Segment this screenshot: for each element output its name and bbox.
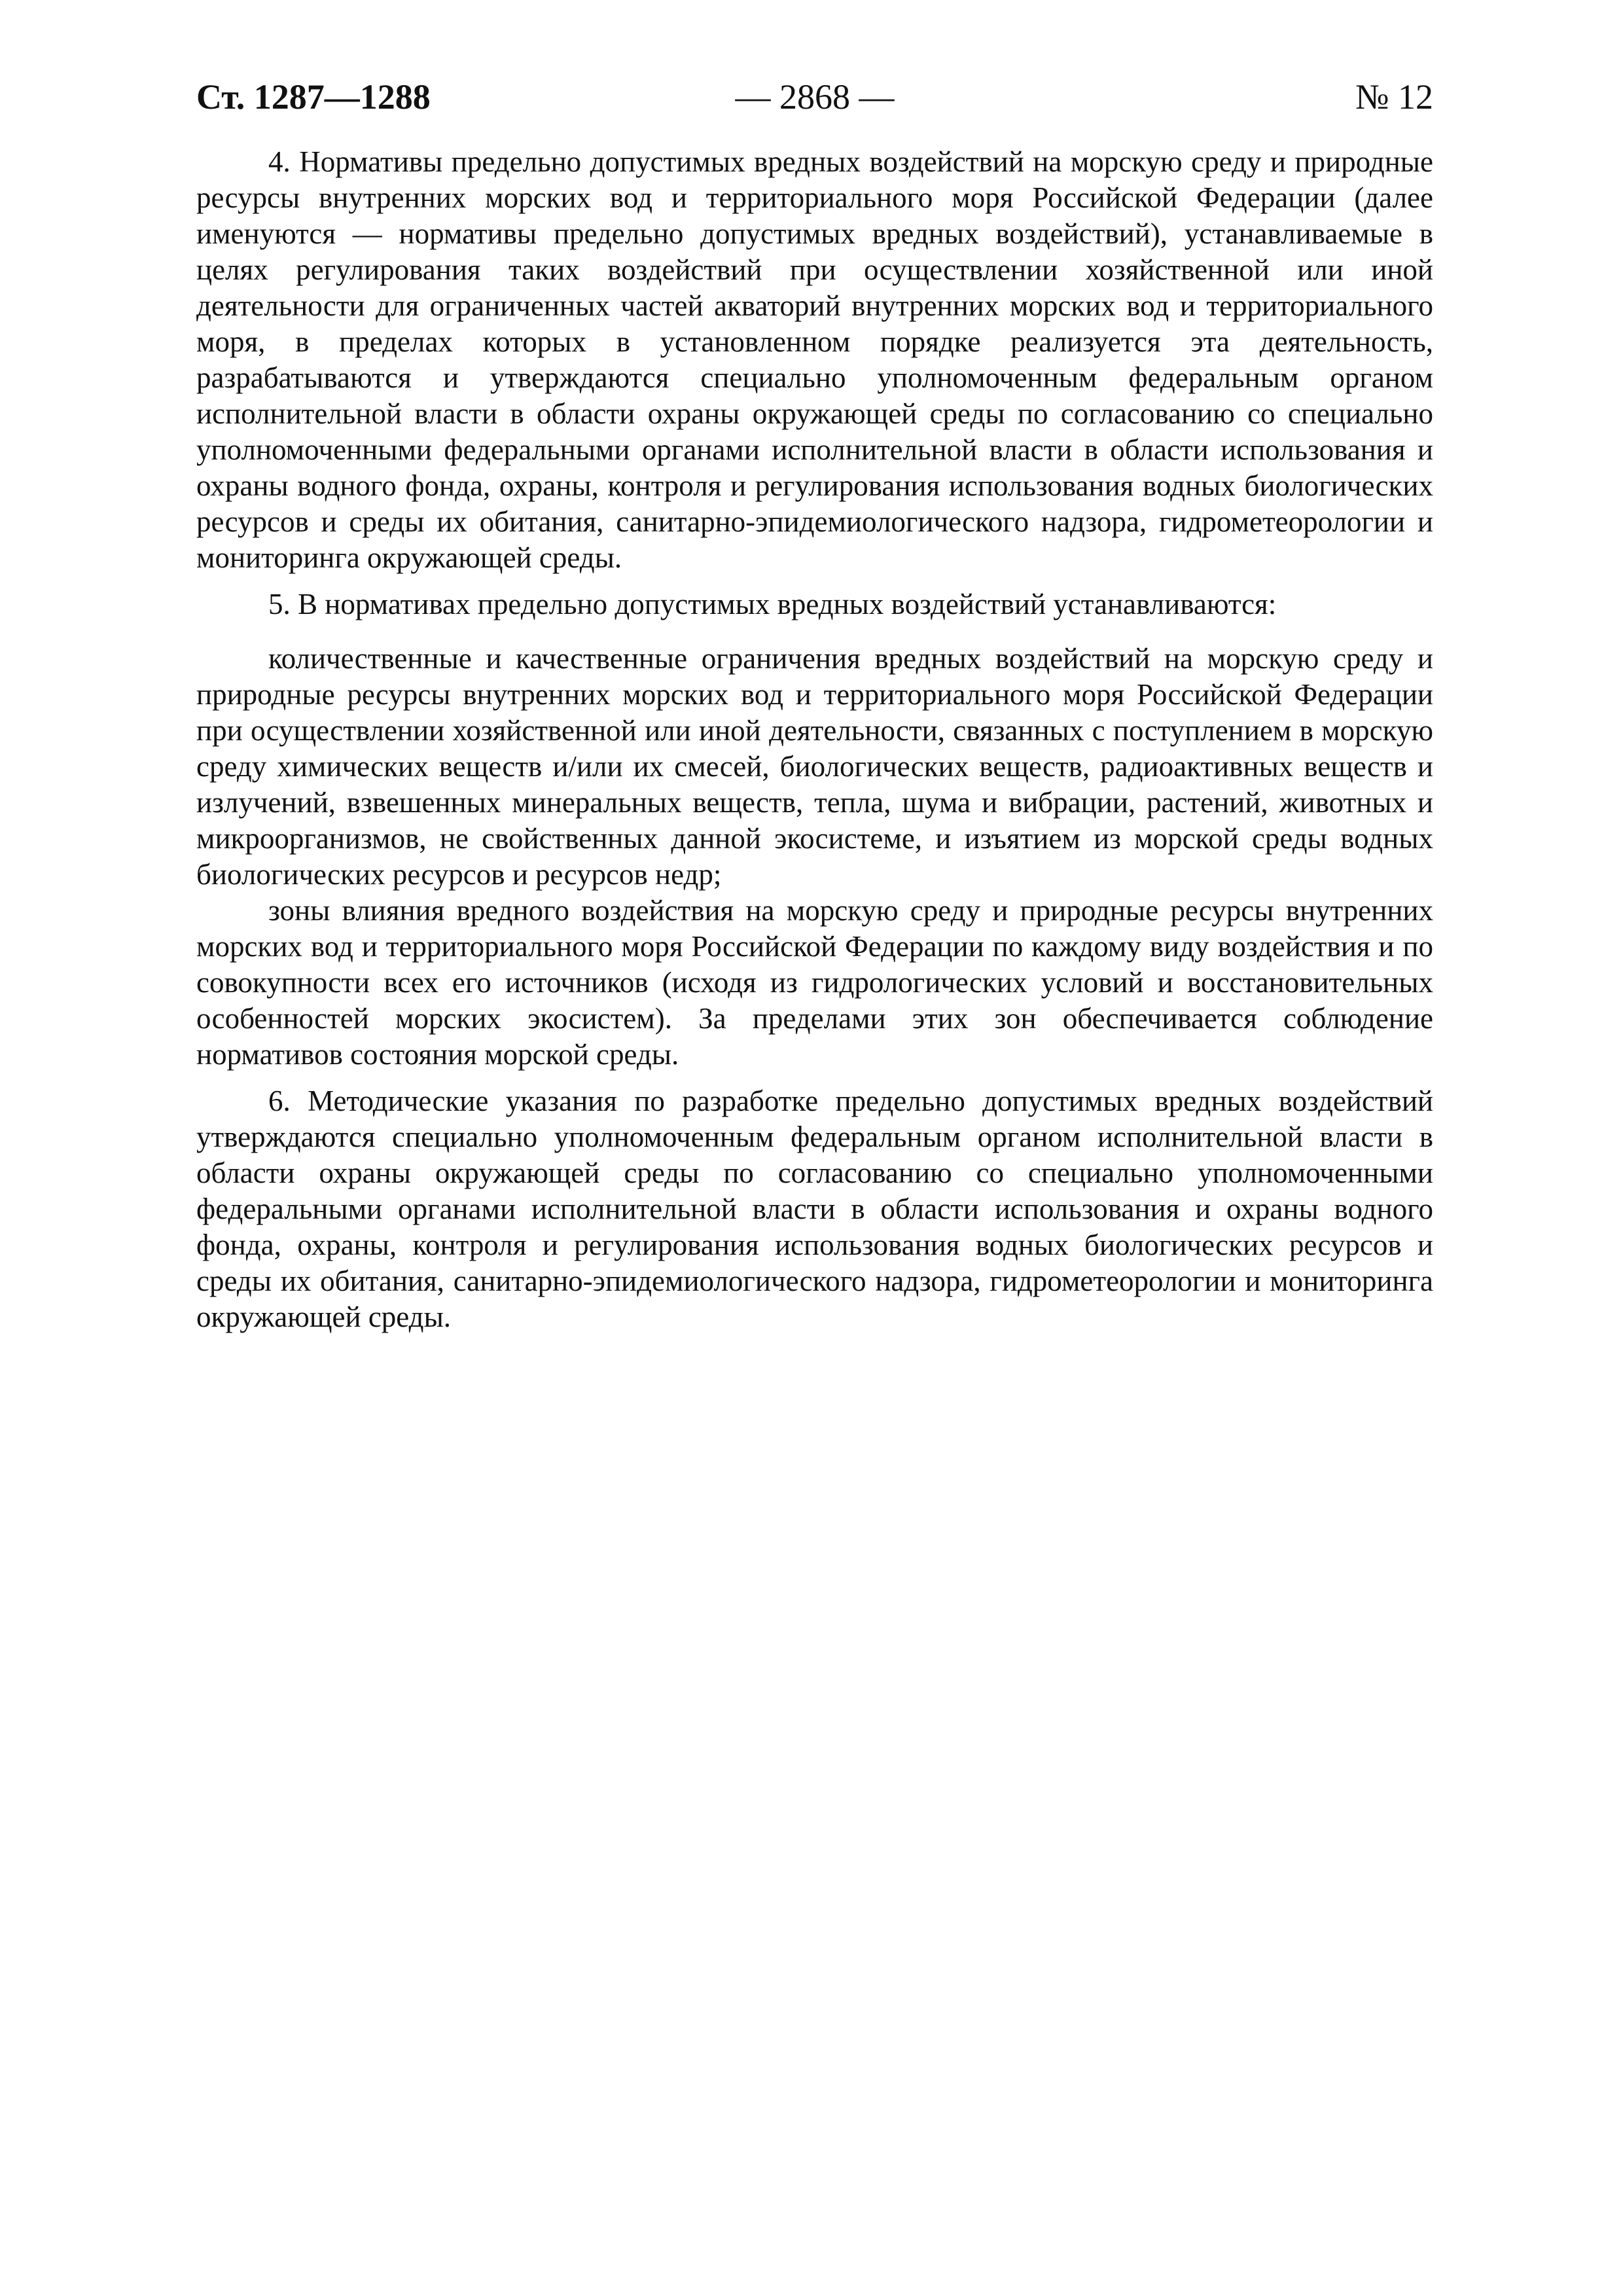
paragraph-6: 6. Методические указания по разработке предельно допустимых вредных воздействий утверждаются специально уполномоченным федеральным органом исполнительной власти в области охраны окружающей среды по согласованию со специально уполномоченными федеральными органами исполнительной власти в области использования и охраны водного фонда, охраны, контроля и регулирования использования водных биологических ресурсов и среды их обитания, санитарно-эпидемиологического надзора, гидрометеорологии и мониторинга окружающей среды. bbox=[196, 1085, 1433, 1333]
page-number: — 2868 — bbox=[735, 77, 895, 117]
paragraph-5-item-zones: зоны влияния вредного воздействия на морскую среду и природные ресурсы внутренних морских вод и территориального моря Российской Федерации по каждому виду воздействия и по совокупности всех его источников (исходя из гидрологических условий и восстановительных особенностей морских экосистем). За пределами этих зон обеспечивается соблюдение нормативов состояния морской среды. bbox=[196, 894, 1433, 1071]
running-header bbox=[196, 71, 1433, 123]
article-reference: Ст. 1287—1288 bbox=[196, 77, 431, 117]
paragraph-5: 5. В нормативах предельно допустимых вредных воздействий устанавливаются: bbox=[268, 588, 1277, 620]
document-body bbox=[196, 144, 1433, 1335]
paragraph-4: 4. Нормативы предельно допустимых вредных воздействий на морскую среду и природные ресурсы внутренних морских вод и территориального моря Российской Федерации (далее именуются — нормативы предельно допустимых вредных воздействий), устанавливаемые в целях регулирования таких воздействий при осуществлении хозяйственной или иной деятельности для ограниченных частей акваторий внутренних морских вод и территориального моря, в пределах которых в установленном порядке реализуется эта деятельность, разрабатываются и утверждаются специально уполномоченным федеральным органом исполнительной власти в области охраны окружающей среды по согласованию со специально уполномоченными федеральными органами исполнительной власти в области использования и охраны водного фонда, охраны, контроля и регулирования использования водных биологических ресурсов и среды их обитания, санитарно-эпидемиологического надзора, гидрометеорологии и мониторинга окружающей среды. bbox=[196, 145, 1433, 574]
document-page bbox=[196, 0, 1433, 2296]
paragraph-5-item-limits: количественные и качественные ограничения вредных воздействий на морскую среду и природные ресурсы внутренних морских вод и территориального моря Российской Федерации при осуществлении хозяйственной или иной деятельности, связанных с поступлением в морскую среду химических веществ и/или их смесей, биологических веществ, радиоактивных веществ и излучений, взвешенных минеральных веществ, тепла, шума и вибрации, растений, животных и микроорганизмов, не свойственных данной экосистеме, и изъятием из морской среды водных биологических ресурсов и ресурсов недр; bbox=[196, 642, 1433, 891]
issue-number: № 12 bbox=[1355, 77, 1433, 117]
